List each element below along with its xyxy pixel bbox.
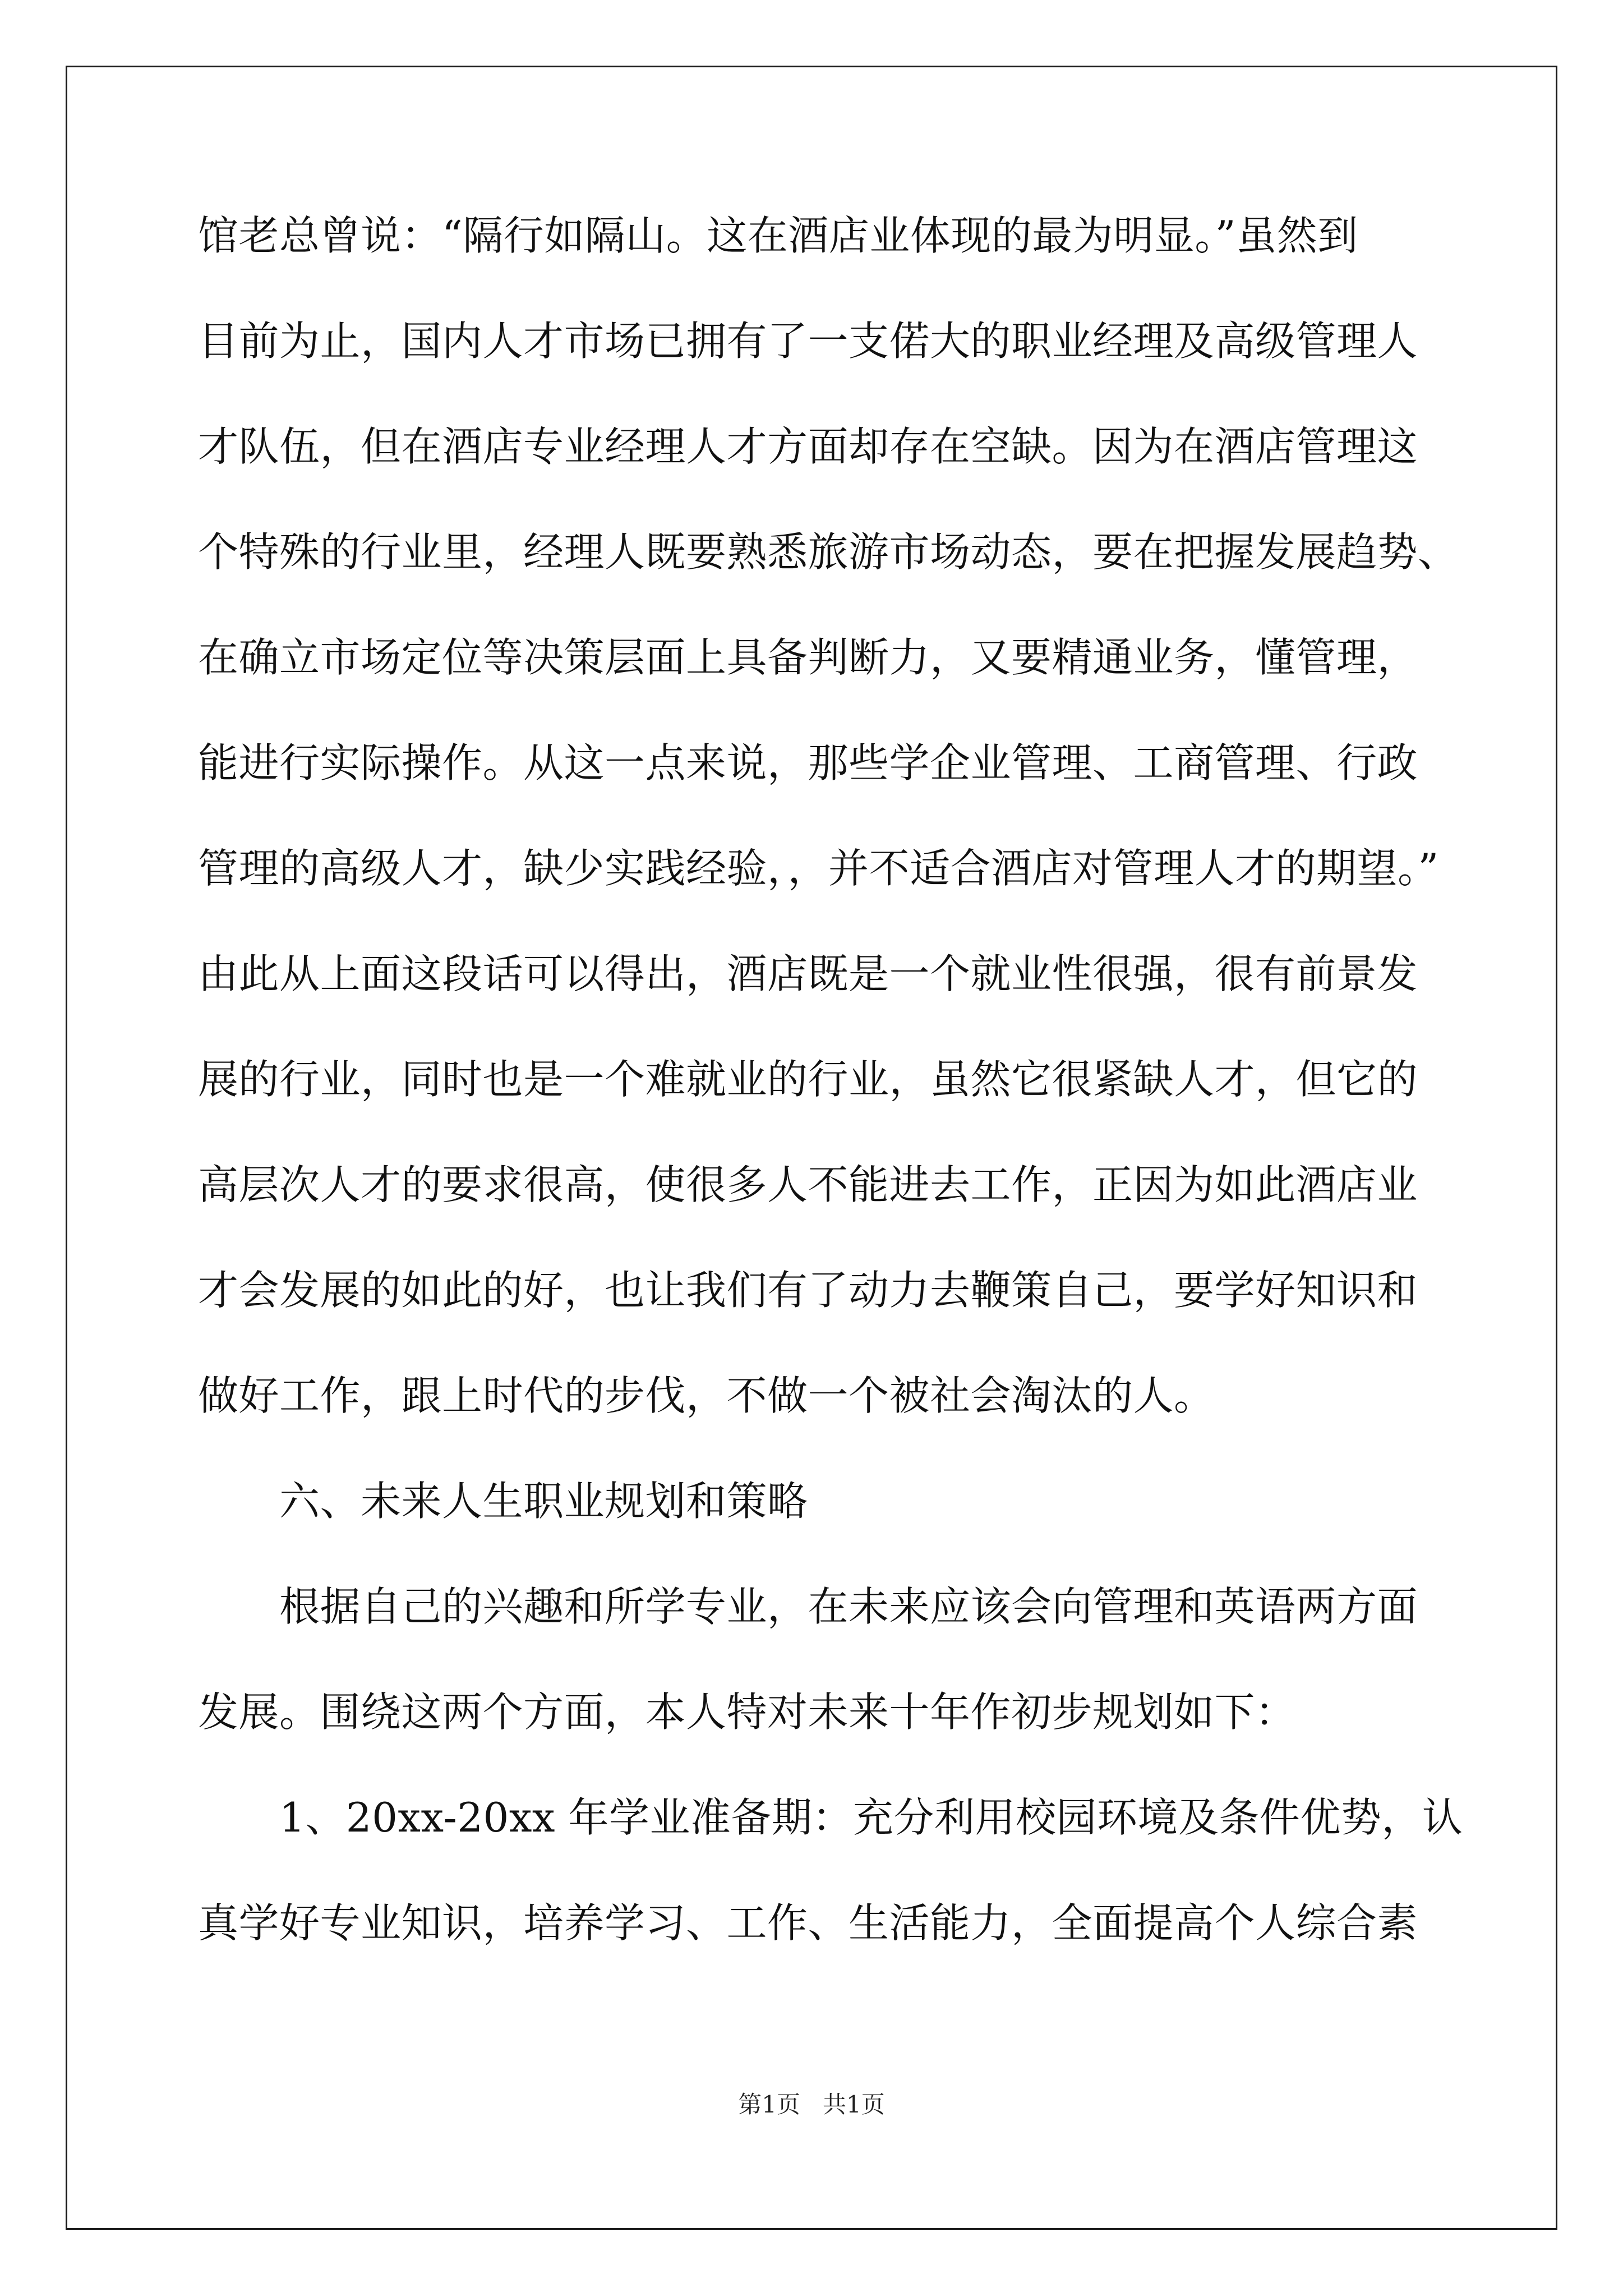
paragraph-line: 发展。围绕这两个方面，本人特对未来十年作初步规划如下： [198,1688,1296,1736]
paragraph-line: 高层次人才的要求很高，使很多人不能进去工作，正因为如此酒店业 [198,1161,1418,1208]
paragraph-line: 馆老总曾说：“隔行如隔山。这在酒店业体现的最为明显。”虽然到 [198,212,1358,259]
paragraph-line: 在确立市场定位等决策层面上具备判断力，又要精通业务，懂管理， [198,634,1418,681]
paragraph-line: 目前为止，国内人才市场已拥有了一支偌大的职业经理及高级管理人 [198,318,1418,365]
paragraph-line: 才会发展的如此的好，也让我们有了动力去鞭策自己，要学好知识和 [198,1267,1418,1314]
paragraph-line: 管理的高级人才，缺少实践经验，，并不适合酒店对管理人才的期望。” [198,845,1439,892]
paragraph-line: 做好工作，跟上时代的步伐，不做一个被社会淘汰的人。 [198,1372,1215,1419]
paragraph-line: 1、20xx-20xx 年学业准备期：充分利用校园环境及条件优势，认 [279,1794,1463,1841]
paragraph-line: 才队伍，但在酒店专业经理人才方面却存在空缺。因为在酒店管理这 [198,423,1418,470]
section-heading: 六、未来人生职业规划和策略 [279,1478,808,1525]
page-number-footer: 第1页 共1页 [738,2091,885,2118]
paragraph-line: 能进行实际操作。从这一点来说，那些学企业管理、工商管理、行政 [198,739,1418,786]
paragraph-line: 个特殊的行业里，经理人既要熟悉旅游市场动态，要在把握发展趋势、 [198,528,1459,576]
paragraph-line: 根据自己的兴趣和所学专业，在未来应该会向管理和英语两方面 [279,1583,1418,1630]
paragraph-line: 真学好专业知识，培养学习、工作、生活能力，全面提高个人综合素 [198,1899,1418,1947]
paragraph-line: 由此从上面这段话可以得出，酒店既是一个就业性很强，很有前景发 [198,950,1418,997]
paragraph-line: 展的行业，同时也是一个难就业的行业，虽然它很紧缺人才，但它的 [198,1056,1418,1103]
